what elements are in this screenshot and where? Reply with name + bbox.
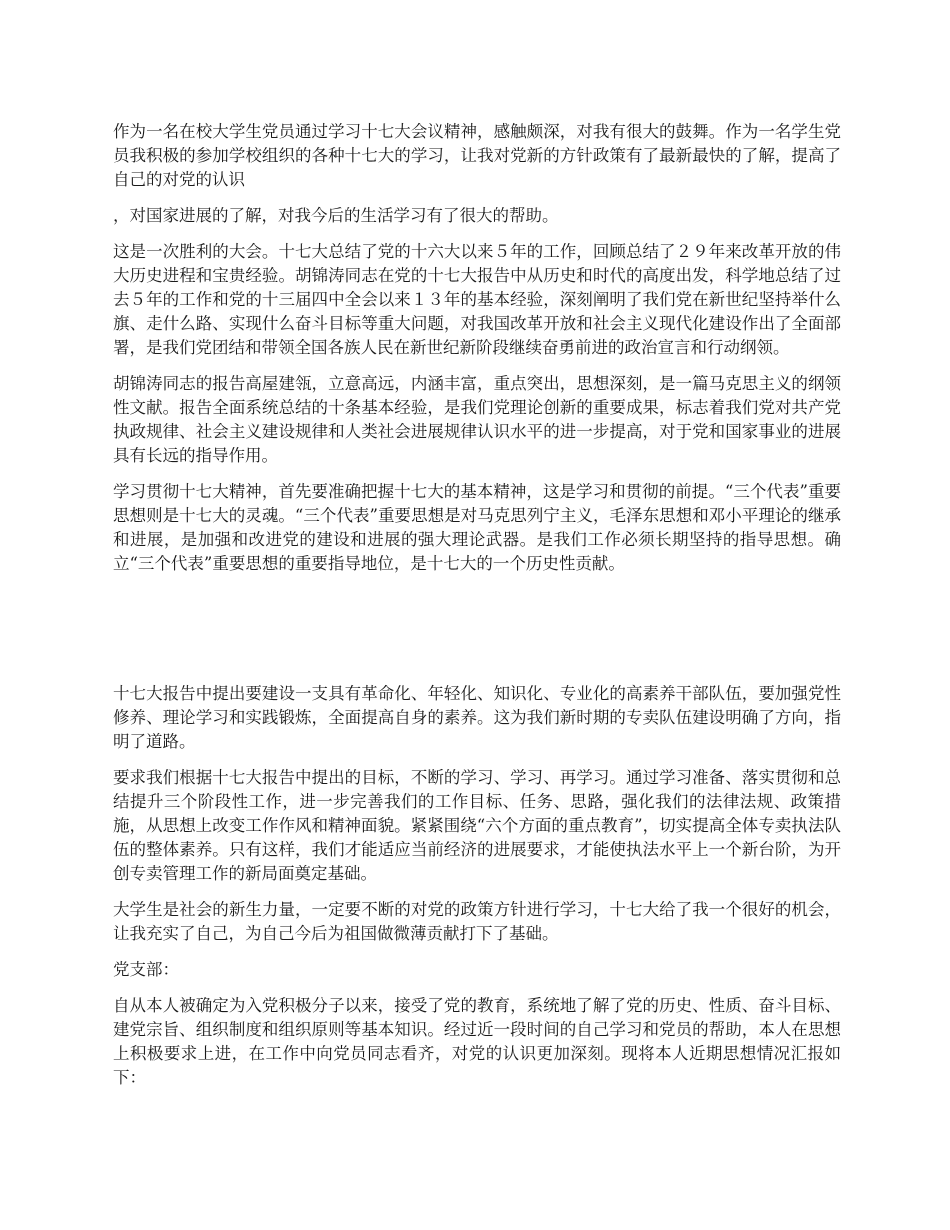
document-section-1 — [113, 120, 841, 588]
salutation: 党支部： — [113, 960, 179, 979]
paragraph: 学习贯彻十七大精神，首先要准确把握十七大的基本精神，这是学习和贯彻的前提。“三个代表”重要思想则是十七大的灵魂。“三个代表”重要思想是对马克思列宁主义，毛泽东思想和邓小平理论的继承和进展，是加强和改进党的建设和进展的强大理论武器。是我们工作必须长期坚持的指导思想。确立“三个代表”重要思想的重要指导地位，是十七大的一个历史性贡献。 — [113, 482, 841, 573]
paragraph: 这是一次胜利的大会。十七大总结了党的十六大以来５年的工作，回顾总结了２９年来改革开放的伟大历史进程和宝贵经验。胡锦涛同志在党的十七大报告中从历史和时代的高度出发，科学地总结了过去５年的工作和党的十三届四中全会以来１３年的基本经验，深刻阐明了我们党在新世纪坚持举什么旗、走什么路、实现什么奋斗目标等重大问题，对我国改革开放和社会主义现代化建设作出了全面部署，是我们党团结和带领全国各族人民在新世纪新阶段继续奋勇前进的政治宣言和行动纲领。 — [113, 242, 841, 357]
paragraph: 十七大报告中提出要建设一支具有革命化、年轻化、知识化、专业化的高素养干部队伍，要加强党性修养、理论学习和实践锻炼，全面提高自身的素养。这为我们新时期的专卖队伍建设明确了方向，指明了道路。 — [113, 684, 841, 751]
paragraph: 要求我们根据十七大报告中提出的目标，不断的学习、学习、再学习。通过学习准备、落实贯彻和总结提升三个阶段性工作，进一步完善我们的工作目标、任务、思路，强化我们的法律法规、政策措施，从思想上改变工作作风和精神面貌。紧紧围绕“六个方面的重点教育”，切实提高全体专卖执法队伍的整体素养。只有这样，我们才能适应当前经济的进展要求，才能使执法水平上一个新台阶，为开创专卖管理工作的新局面奠定基础。 — [113, 768, 841, 883]
paragraph: 自从本人被确定为入党积极分子以来，接受了党的教育，系统地了解了党的历史、性质、奋斗目标、建党宗旨、组织制度和组织原则等基本知识。经过近一段时间的自己学习和党员的帮助，本人在思想上积极要求上进，在工作中向党员同志看齐，对党的认识更加深刻。现将本人近期思想情况汇报如下： — [113, 996, 841, 1087]
document-section-2 — [113, 682, 841, 1102]
paragraph: ，对国家进展的了解，对我今后的生活学习有了很大的帮助。 — [113, 206, 559, 225]
paragraph: 胡锦涛同志的报告高屋建瓴，立意高远，内涵丰富，重点突出，思想深刻，是一篇马克思主义的纲领性文献。报告全面系统总结的十条基本经验，是我们党理论创新的重要成果，标志着我们党对共产党执政规律、社会主义建设规律和人类社会进展规律认识水平的进一步提高，对于党和国家事业的进展具有长远的指导作用。 — [113, 374, 841, 465]
paragraph: 大学生是社会的新生力量，一定要不断的对党的政策方针进行学习，十七大给了我一个很好的机会，让我充实了自己，为自己今后为祖国做微薄贡献打下了基础。 — [113, 900, 841, 943]
paragraph: 作为一名在校大学生党员通过学习十七大会议精神，感触颇深，对我有很大的鼓舞。作为一名学生党员我积极的参加学校组织的各种十七大的学习，让我对党新的方针政策有了最新最快的了解，提高了自己的对党的认识 — [113, 122, 841, 189]
